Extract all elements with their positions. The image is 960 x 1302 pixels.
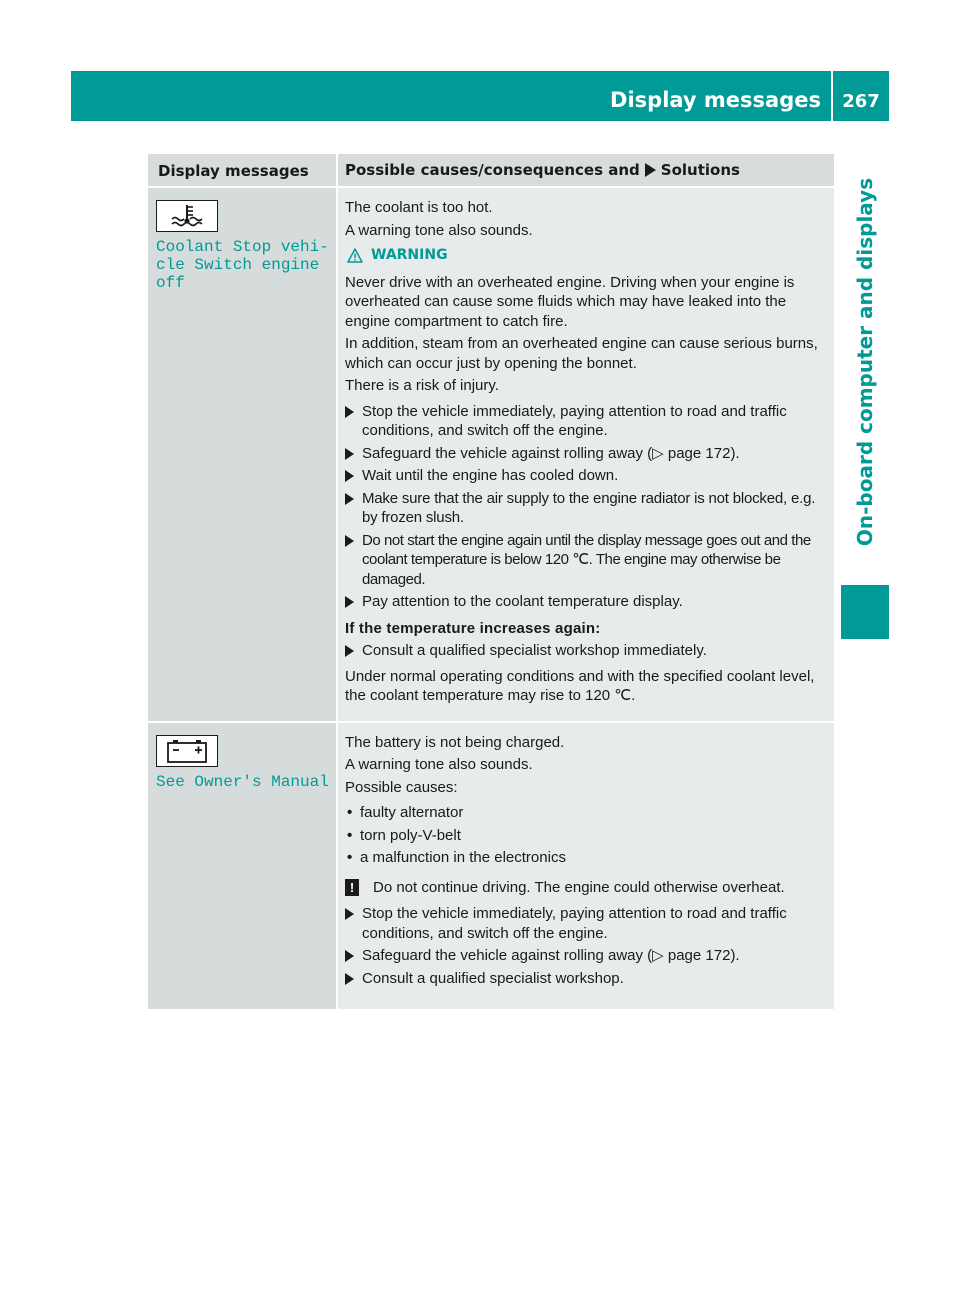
instruction-step bbox=[345, 946, 826, 966]
step-arrow-icon bbox=[345, 908, 354, 920]
page-number: 267 bbox=[842, 91, 880, 112]
step-text: Wait until the engine has cooled down. bbox=[362, 467, 619, 484]
step-text: Pay attention to the coolant temperature display. bbox=[362, 593, 683, 610]
display-messages-table bbox=[148, 154, 834, 1009]
step-arrow-icon bbox=[345, 645, 354, 657]
step-text: Safeguard the vehicle against rolling away (▷ page 172). bbox=[362, 947, 740, 964]
cause-text: A warning tone also sounds. bbox=[345, 756, 533, 773]
instruction-step bbox=[345, 466, 826, 486]
subheading: If the temperature increases again: bbox=[345, 619, 601, 637]
instruction-step bbox=[345, 592, 826, 612]
list-item: • torn poly-V-belt bbox=[347, 826, 461, 844]
battery-icon bbox=[156, 735, 218, 767]
exclamation-icon: ! bbox=[345, 879, 359, 896]
notice-text: Do not continue driving. The engine could otherwise overheat. bbox=[373, 878, 785, 896]
step-text: Consult a qualified specialist workshop. bbox=[362, 969, 624, 987]
bullet-text: faulty alternator bbox=[360, 804, 464, 821]
instruction-step bbox=[345, 531, 826, 590]
step-text: Consult a qualified specialist workshop immediately. bbox=[362, 642, 707, 659]
message-line: off bbox=[156, 274, 185, 292]
section-title: Display messages bbox=[610, 88, 821, 112]
instruction-step bbox=[345, 641, 826, 661]
warning-text: In addition, steam from an overheated engine can cause serious burns, which can occur just by opening the bonnet. bbox=[345, 335, 818, 372]
table-header bbox=[148, 154, 834, 186]
instruction-step bbox=[345, 904, 826, 943]
play-arrow-icon bbox=[645, 163, 656, 177]
page-header bbox=[71, 71, 889, 121]
warning-heading bbox=[347, 246, 826, 266]
chapter-marker bbox=[841, 585, 889, 639]
warning-text: There is a risk of injury. bbox=[345, 377, 499, 394]
message-line: See Owner's Manual bbox=[156, 772, 329, 791]
instruction-step bbox=[345, 402, 826, 441]
bullet-text: torn poly-V-belt bbox=[360, 826, 461, 844]
step-arrow-icon bbox=[345, 950, 354, 962]
chapter-tab-label: On-board computer and displays bbox=[853, 177, 877, 547]
step-text: Make sure that the air supply to the engine radiator is not blocked, e.g. by frozen slush. bbox=[362, 489, 816, 526]
message-line: cle Switch engine bbox=[156, 256, 320, 274]
instruction-step bbox=[345, 444, 826, 464]
display-message-cell bbox=[148, 188, 336, 721]
solution-cell bbox=[336, 188, 834, 721]
list-item: • faulty alternator bbox=[347, 804, 464, 821]
warning-label: WARNING bbox=[371, 247, 448, 263]
col-header-causes bbox=[336, 154, 834, 186]
coolant-temperature-icon bbox=[156, 200, 218, 232]
step-arrow-icon bbox=[345, 973, 354, 985]
display-message-text bbox=[156, 238, 336, 292]
instruction-step bbox=[345, 969, 826, 989]
step-arrow-icon bbox=[345, 448, 354, 460]
cause-text: The battery is not being charged. bbox=[345, 733, 565, 751]
step-arrow-icon bbox=[345, 493, 354, 505]
col-header-display-messages: Display messages bbox=[158, 162, 309, 180]
display-message-cell bbox=[148, 723, 336, 1010]
step-text: Stop the vehicle immediately, paying attention to road and traffic conditions, and switch off the engine. bbox=[362, 402, 787, 439]
col-header-causes-text: Possible causes/consequences and bbox=[345, 161, 640, 179]
step-arrow-icon bbox=[345, 596, 354, 608]
step-arrow-icon bbox=[345, 406, 354, 418]
col-header-solutions-text: Solutions bbox=[660, 161, 740, 179]
warning-triangle-icon bbox=[347, 248, 363, 263]
display-message-text bbox=[156, 773, 336, 791]
closing-text: Under normal operating conditions and with the specified coolant level, the coolant temperature may rise to 120 ℃. bbox=[345, 667, 815, 704]
warning-text: Never drive with an overheated engine. Driving when your engine is overheated can cause some fluids which may have leaked into the engine compartment to catch fire. bbox=[345, 273, 795, 330]
step-arrow-icon bbox=[345, 535, 354, 547]
message-line: Coolant Stop vehi‑ bbox=[156, 238, 329, 256]
step-arrow-icon bbox=[345, 470, 354, 482]
bullet-text: a malfunction in the electronics bbox=[360, 849, 566, 866]
table-row bbox=[148, 186, 834, 721]
step-text: Safeguard the vehicle against rolling away (▷ page 172). bbox=[362, 444, 740, 462]
step-text: Do not start the engine again until the display message goes out and the coolant temperature is below 120 ℃. The engine may otherwise be damaged. bbox=[362, 531, 811, 588]
notice bbox=[345, 878, 826, 898]
instruction-step bbox=[345, 489, 826, 528]
step-text: Stop the vehicle immediately, paying attention to road and traffic conditions, and switch off the engine. bbox=[362, 905, 787, 942]
table-row bbox=[148, 721, 834, 1010]
cause-text: Possible causes: bbox=[345, 778, 458, 796]
list-item: • a malfunction in the electronics bbox=[347, 849, 566, 866]
chapter-tab bbox=[841, 127, 889, 597]
cause-text: The coolant is too hot. bbox=[345, 199, 493, 216]
cause-text: A warning tone also sounds. bbox=[345, 221, 533, 239]
solution-cell bbox=[336, 723, 834, 1010]
